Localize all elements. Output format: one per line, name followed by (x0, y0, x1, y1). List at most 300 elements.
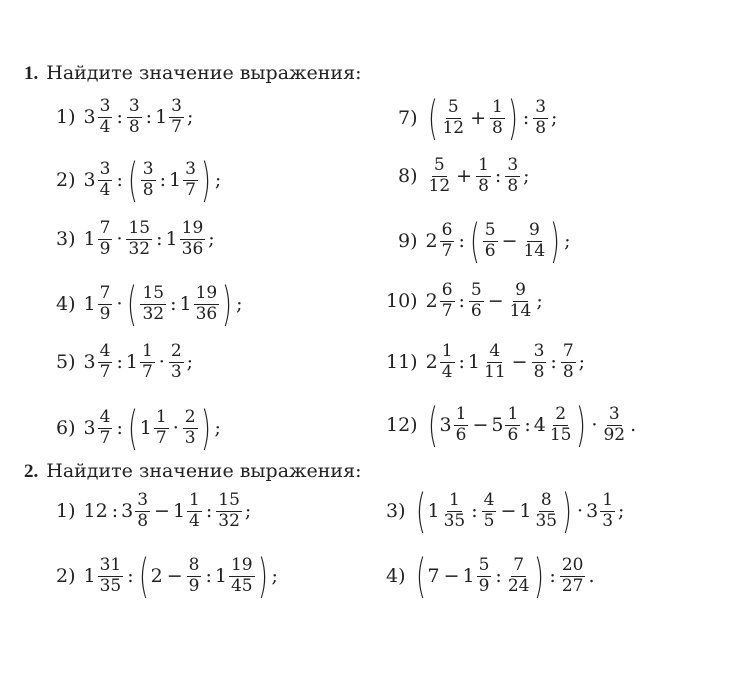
denominator: 35 (535, 510, 558, 531)
fraction (183, 406, 198, 448)
task-2-item-2 (56, 549, 278, 603)
exercise-label: 5) (56, 351, 76, 374)
fraction (98, 158, 113, 200)
fraction (560, 554, 586, 596)
denominator: 6 (470, 300, 482, 321)
operator: : (522, 107, 530, 129)
end-punctuation: ; (578, 351, 586, 374)
numerator: 5 (484, 219, 496, 240)
fraction (508, 282, 534, 321)
fraction (477, 554, 492, 596)
denominator: 6 (507, 424, 519, 445)
numerator: 1 (448, 489, 460, 510)
numerator: 5 (433, 155, 445, 175)
end-punctuation: ; (236, 293, 243, 315)
whole-number: 1 (169, 169, 182, 191)
operator: : (458, 290, 465, 313)
whole-number: 3 (586, 500, 599, 522)
math-expression (84, 220, 215, 259)
fraction (522, 219, 548, 261)
end-punctuation: . (630, 414, 637, 436)
end-punctuation: ; (244, 500, 252, 523)
operator: · (577, 500, 584, 522)
numerator: 9 (528, 219, 540, 240)
end-punctuation: ; (523, 165, 530, 188)
operator: − (443, 565, 460, 587)
denominator: 7 (99, 427, 111, 448)
task-1-item-10 (386, 282, 543, 321)
whole-number: 1 (467, 351, 481, 374)
math-expression (84, 98, 194, 137)
operator: · (116, 228, 123, 251)
numerator: 1 (455, 403, 467, 424)
task-2-number: 2. (24, 461, 39, 482)
operator: − (501, 230, 518, 252)
numerator: 5 (447, 96, 459, 117)
numerator: 15 (142, 282, 165, 303)
numerator: 7 (99, 282, 111, 303)
whole-number: 3 (83, 106, 96, 129)
task-1-title: Найдите значение выражения: (46, 62, 362, 84)
numerator: 6 (441, 219, 453, 240)
operator: · (116, 293, 123, 315)
operator: − (166, 565, 183, 587)
exercise-label: 2) (56, 565, 76, 587)
math-expression (426, 157, 530, 196)
denominator: 5 (483, 510, 495, 531)
numerator: 2 (170, 341, 182, 361)
fraction (169, 343, 184, 382)
task-1-item-8 (398, 157, 530, 196)
numerator: 4 (99, 406, 111, 427)
operator: : (205, 565, 212, 587)
operator: − (487, 290, 504, 313)
fraction (440, 343, 455, 382)
task-2-item-3 (386, 484, 625, 538)
operator: : (524, 414, 531, 436)
numerator: 20 (561, 554, 584, 575)
denominator: 12 (428, 175, 451, 196)
numerator: 3 (128, 96, 140, 116)
numerator: 19 (181, 218, 204, 238)
numerator: 3 (533, 341, 545, 361)
denominator: 8 (492, 117, 503, 138)
whole-number: 2 (425, 230, 438, 252)
operator: − (500, 500, 517, 522)
task-1-item-6 (56, 401, 221, 455)
fraction (506, 554, 532, 596)
fraction (98, 554, 124, 596)
denominator: 15 (549, 424, 572, 445)
numerator: 2 (184, 406, 196, 427)
operator: : (170, 293, 177, 315)
numerator: 1 (492, 96, 503, 117)
denominator: 12 (442, 117, 465, 138)
denominator: 4 (99, 116, 111, 137)
fraction (187, 554, 202, 596)
task-2-item-4 (386, 549, 595, 603)
numerator: 5 (478, 554, 490, 575)
exercise-label: 3) (386, 500, 406, 522)
fraction (98, 282, 113, 324)
numerator: 3 (535, 96, 547, 117)
numerator: 7 (562, 341, 574, 361)
numerator: 1 (155, 406, 167, 427)
task-2-heading (24, 460, 362, 483)
task-1-item-1 (56, 98, 193, 137)
fraction (98, 220, 113, 259)
numerator: 31 (99, 554, 122, 575)
fraction (454, 403, 469, 445)
right-paren: ) (200, 153, 211, 207)
exercise-label: 8) (398, 165, 418, 188)
math-expression (83, 153, 222, 207)
task-1-item-4 (56, 277, 243, 331)
operator: : (159, 169, 167, 191)
math-expression (83, 549, 278, 603)
whole-number: 1 (165, 228, 178, 251)
denominator: 3 (602, 510, 614, 531)
fraction (505, 157, 520, 196)
fraction (476, 157, 491, 196)
right-paren: ) (534, 549, 545, 603)
exercise-label: 6) (56, 417, 76, 439)
fraction (601, 403, 627, 445)
denominator: 32 (218, 510, 240, 531)
numerator: 3 (99, 158, 111, 179)
whole-number: 1 (83, 565, 96, 587)
operator: : (111, 500, 119, 523)
numerator: 5 (470, 280, 482, 300)
operator: : (145, 106, 153, 129)
denominator: 32 (128, 238, 151, 259)
numerator: 1 (189, 490, 200, 510)
operator: : (458, 351, 465, 374)
task-1-item-2 (56, 153, 222, 207)
operator: · (591, 414, 598, 436)
fraction (483, 219, 498, 261)
numerator: 3 (137, 490, 149, 510)
fraction (533, 96, 548, 138)
fraction (169, 98, 184, 137)
numerator: 6 (441, 280, 453, 300)
whole-number: 7 (427, 565, 440, 587)
whole-number: 4 (533, 414, 546, 436)
fraction (600, 489, 615, 531)
operator: · (172, 417, 179, 439)
operator: : (471, 500, 478, 522)
operator: : (550, 351, 557, 374)
denominator: 6 (455, 424, 467, 445)
right-paren: ) (200, 401, 211, 455)
whole-number: 1 (125, 351, 138, 374)
denominator: 35 (443, 510, 466, 531)
math-expression (84, 343, 194, 382)
math-expression (414, 549, 595, 603)
fraction (440, 96, 466, 138)
denominator: 6 (484, 240, 496, 261)
numerator: 1 (478, 155, 489, 175)
denominator: 7 (171, 116, 182, 137)
operator: : (116, 106, 123, 129)
whole-number: 5 (491, 414, 504, 436)
end-punctuation: ; (214, 417, 221, 439)
denominator: 8 (507, 175, 519, 196)
operator: − (472, 414, 489, 436)
numerator: 4 (489, 341, 501, 361)
numerator: 19 (230, 554, 253, 575)
denominator: 32 (142, 303, 165, 324)
denominator: 36 (181, 238, 204, 259)
left-paren: ( (127, 277, 138, 331)
whole-number: 2 (150, 565, 163, 587)
fraction (98, 343, 113, 382)
fraction (183, 158, 198, 200)
exercise-label: 2) (56, 169, 76, 191)
whole-number: 12 (83, 500, 108, 523)
math-expression (426, 91, 558, 145)
whole-number: 3 (83, 169, 96, 191)
numerator: 1 (602, 489, 614, 510)
whole-number: 3 (439, 414, 452, 436)
fraction (490, 96, 505, 138)
numerator: 9 (515, 280, 526, 300)
task-1-item-5 (56, 343, 193, 382)
fraction (532, 343, 547, 382)
math-expression (83, 401, 221, 455)
fraction (548, 403, 574, 445)
whole-number: 2 (425, 290, 438, 313)
denominator: 9 (478, 575, 490, 596)
numerator: 1 (441, 341, 453, 361)
whole-number: 1 (179, 293, 192, 315)
fraction (440, 219, 455, 261)
fraction (505, 403, 520, 445)
end-punctuation: . (588, 565, 595, 587)
numerator: 3 (99, 96, 111, 116)
task-2-title: Найдите значение выражения: (46, 460, 362, 482)
numerator: 3 (608, 403, 620, 424)
left-paren: ( (127, 401, 138, 455)
whole-number: 1 (83, 228, 96, 251)
denominator: 8 (535, 117, 547, 138)
denominator: 8 (533, 361, 545, 382)
operator: : (156, 228, 163, 251)
left-paren: ( (127, 153, 138, 207)
end-punctuation: ; (214, 169, 222, 191)
whole-number: 1 (427, 500, 440, 522)
whole-number: 3 (83, 351, 96, 374)
end-punctuation: ; (551, 107, 558, 129)
fraction (154, 406, 169, 448)
numerator: 8 (188, 554, 200, 575)
fraction (229, 554, 255, 596)
fraction (482, 343, 508, 382)
task-1-item-3 (56, 220, 215, 259)
task-1-heading (24, 62, 362, 85)
end-punctuation: ; (564, 230, 571, 252)
left-paren: ( (415, 484, 426, 538)
operator: + (456, 165, 473, 188)
left-paren: ( (138, 549, 149, 603)
fraction (194, 282, 220, 324)
denominator: 8 (137, 510, 149, 531)
numerator: 7 (99, 218, 111, 238)
exercise-label: 4) (56, 293, 76, 315)
exercise-label: 7) (398, 107, 418, 129)
left-paren: ( (415, 549, 426, 603)
denominator: 8 (142, 179, 154, 200)
exercise-label: 11) (386, 351, 418, 374)
exercise-label: 1) (56, 500, 76, 523)
fraction (216, 492, 242, 531)
task-1-item-11 (386, 343, 585, 382)
numerator: 15 (128, 218, 151, 238)
operator: + (470, 107, 487, 129)
fraction (561, 343, 576, 382)
whole-number: 3 (121, 500, 134, 523)
task-2-item-1 (56, 492, 251, 531)
whole-number: 3 (83, 417, 96, 439)
exercise-label: 10) (386, 290, 418, 313)
left-paren: ( (427, 91, 438, 145)
operator: : (116, 351, 123, 374)
denominator: 24 (507, 575, 530, 596)
numerator: 4 (99, 341, 111, 361)
denominator: 8 (562, 361, 574, 382)
denominator: 9 (99, 238, 111, 259)
whole-number: 1 (172, 500, 186, 523)
exercise-label: 3) (56, 228, 76, 251)
denominator: 8 (128, 116, 140, 137)
numerator: 1 (141, 341, 153, 361)
exercise-label: 12) (386, 414, 418, 436)
end-punctuation: ; (186, 351, 194, 374)
math-expression (84, 492, 252, 531)
denominator: 4 (99, 179, 111, 200)
fraction (469, 282, 484, 321)
denominator: 8 (478, 175, 489, 196)
numerator: 3 (171, 96, 182, 116)
operator: : (495, 565, 502, 587)
numerator: 4 (483, 489, 495, 510)
numerator: 1 (507, 403, 519, 424)
denominator: 7 (141, 361, 153, 382)
fraction (135, 492, 150, 531)
math-expression (414, 484, 625, 538)
exercise-label: 9) (398, 230, 418, 252)
denominator: 7 (441, 300, 453, 321)
right-paren: ) (222, 277, 233, 331)
operator: : (549, 565, 556, 587)
fraction (126, 220, 152, 259)
numerator: 8 (540, 489, 552, 510)
left-paren: ( (427, 398, 438, 452)
fraction (98, 98, 113, 137)
end-punctuation: ; (536, 290, 543, 313)
operator: : (494, 165, 502, 188)
denominator: 9 (188, 575, 200, 596)
denominator: 35 (99, 575, 122, 596)
fraction (140, 282, 166, 324)
right-paren: ) (576, 398, 587, 452)
numerator: 3 (185, 158, 196, 179)
whole-number: 1 (139, 417, 152, 439)
denominator: 7 (185, 179, 196, 200)
task-1-item-12 (386, 398, 637, 452)
exercise-label: 4) (386, 565, 406, 587)
fraction (427, 157, 453, 196)
fraction (442, 489, 468, 531)
math-expression (83, 277, 243, 331)
fraction (140, 343, 155, 382)
math-expression (426, 343, 585, 382)
whole-number: 1 (155, 106, 168, 129)
denominator: 7 (155, 427, 167, 448)
fraction (98, 406, 113, 448)
end-punctuation: ; (208, 228, 215, 251)
whole-number: 1 (214, 565, 227, 587)
left-paren: ( (469, 214, 480, 268)
denominator: 14 (509, 300, 532, 321)
denominator: 7 (99, 361, 111, 382)
end-punctuation: ; (618, 500, 625, 522)
operator: : (458, 230, 465, 252)
numerator: 3 (142, 158, 154, 179)
denominator: 7 (441, 240, 453, 261)
denominator: 14 (523, 240, 546, 261)
whole-number: 2 (425, 351, 438, 374)
operator: : (116, 169, 123, 191)
numerator: 15 (218, 490, 240, 510)
denominator: 9 (99, 303, 111, 324)
denominator: 92 (603, 424, 626, 445)
fraction (187, 492, 202, 531)
math-expression (426, 282, 543, 321)
denominator: 27 (561, 575, 584, 596)
whole-number: 1 (83, 293, 96, 315)
fraction (127, 98, 142, 137)
operator: − (511, 351, 528, 374)
right-paren: ) (257, 549, 268, 603)
fraction (141, 158, 156, 200)
whole-number: 1 (462, 565, 475, 587)
math-expression (426, 398, 637, 452)
denominator: 3 (184, 427, 196, 448)
denominator: 3 (170, 361, 182, 382)
fraction (180, 220, 206, 259)
denominator: 4 (189, 510, 200, 531)
numerator: 7 (513, 554, 525, 575)
right-paren: ) (550, 214, 561, 268)
operator: − (154, 500, 170, 523)
denominator: 11 (484, 361, 506, 382)
right-paren: ) (507, 91, 518, 145)
exercise-label: 1) (56, 106, 76, 129)
fraction (533, 489, 559, 531)
operator: : (116, 417, 123, 439)
denominator: 36 (195, 303, 218, 324)
numerator: 3 (507, 155, 519, 175)
denominator: 4 (441, 361, 453, 382)
operator: : (127, 565, 134, 587)
math-expression (425, 214, 571, 268)
end-punctuation: ; (187, 106, 194, 129)
whole-number: 1 (519, 500, 532, 522)
right-paren: ) (562, 484, 573, 538)
task-1-number: 1. (24, 63, 39, 84)
task-1-item-9 (398, 214, 571, 268)
